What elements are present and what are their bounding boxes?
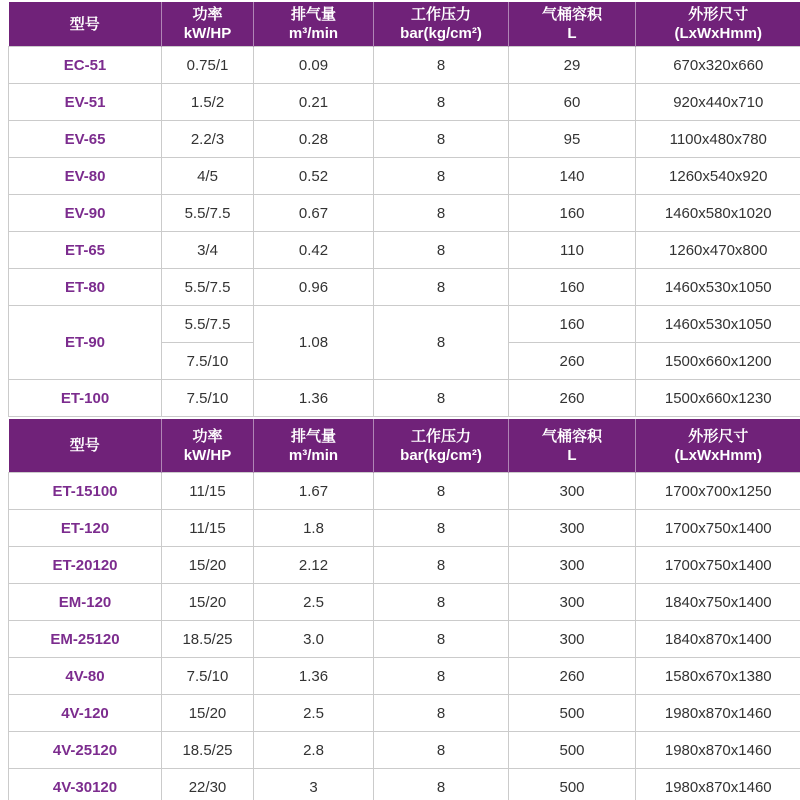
cell-pressure: 8: [374, 695, 509, 732]
cell-displacement: 0.67: [254, 195, 374, 232]
col-header-dimensions: 外形尺寸 (LxWxHmm): [636, 2, 800, 47]
cell-pressure: 8: [374, 121, 509, 158]
cell-power: 15/20: [162, 584, 254, 621]
cell-model: ET-100: [9, 380, 162, 417]
cell-pressure: 8: [374, 510, 509, 547]
cell-tank: 500: [509, 769, 636, 800]
cell-power: 18.5/25: [162, 732, 254, 769]
col-header-dimensions: 外形尺寸 (LxWxHmm): [636, 419, 800, 473]
cell-power: 2.2/3: [162, 121, 254, 158]
cell-model: EM-25120: [9, 621, 162, 658]
cell-displacement: 0.09: [254, 47, 374, 84]
cell-dimensions: 670x320x660: [636, 47, 800, 84]
table-row: [9, 195, 800, 232]
cell-power: 7.5/10: [162, 380, 254, 417]
cell-dimensions: 1460x530x1050: [636, 269, 800, 306]
cell-model: ET-20120: [9, 547, 162, 584]
spec-table-2: [8, 419, 800, 800]
cell-pressure: 8: [374, 769, 509, 800]
cell-dimensions: 1580x670x1380: [636, 658, 800, 695]
table-row: [9, 621, 800, 658]
cell-power: 15/20: [162, 695, 254, 732]
table-row: [9, 584, 800, 621]
cell-pressure: 8: [374, 584, 509, 621]
table-row: [9, 306, 800, 343]
table-row: [9, 547, 800, 584]
col-header-displacement: 排气量 m³/min: [254, 2, 374, 47]
cell-tank: 60: [509, 84, 636, 121]
col-header-displacement: 排气量 m³/min: [254, 419, 374, 473]
cell-model: EC-51: [9, 47, 162, 84]
cell-pressure: 8: [374, 269, 509, 306]
table-row: [9, 380, 800, 417]
cell-pressure: 8: [374, 84, 509, 121]
cell-power: 11/15: [162, 510, 254, 547]
cell-pressure: 8: [374, 473, 509, 510]
cell-power: 18.5/25: [162, 621, 254, 658]
cell-model: EV-90: [9, 195, 162, 232]
cell-tank: 300: [509, 621, 636, 658]
cell-model: EV-51: [9, 84, 162, 121]
cell-dimensions: 1460x580x1020: [636, 195, 800, 232]
spec-table-1: [8, 2, 800, 417]
table-row: [9, 232, 800, 269]
cell-model: 4V-120: [9, 695, 162, 732]
cell-tank: 160: [509, 306, 636, 343]
cell-tank: 260: [509, 658, 636, 695]
cell-power: 15/20: [162, 547, 254, 584]
table-row: [9, 84, 800, 121]
cell-displacement: 2.5: [254, 584, 374, 621]
cell-tank: 160: [509, 269, 636, 306]
col-header-model: 型号: [9, 2, 162, 47]
spec-table-1-header: [9, 2, 800, 47]
cell-tank: 500: [509, 695, 636, 732]
cell-displacement: 1.36: [254, 380, 374, 417]
cell-tank: 300: [509, 473, 636, 510]
cell-tank: 29: [509, 47, 636, 84]
table-row: [9, 658, 800, 695]
col-header-pressure: 工作压力 bar(kg/cm²): [374, 2, 509, 47]
cell-dimensions: 1700x750x1400: [636, 510, 800, 547]
cell-power: 5.5/7.5: [162, 269, 254, 306]
cell-dimensions: 1500x660x1230: [636, 380, 800, 417]
cell-displacement: 0.42: [254, 232, 374, 269]
cell-tank: 300: [509, 547, 636, 584]
cell-model: EV-80: [9, 158, 162, 195]
cell-dimensions: 1700x700x1250: [636, 473, 800, 510]
table-row: [9, 732, 800, 769]
cell-dimensions: 1260x470x800: [636, 232, 800, 269]
spec-table-2-body: [9, 473, 800, 800]
cell-power: 3/4: [162, 232, 254, 269]
cell-tank: 500: [509, 732, 636, 769]
cell-pressure: 8: [374, 621, 509, 658]
cell-dimensions: 1700x750x1400: [636, 547, 800, 584]
cell-power: 7.5/10: [162, 343, 254, 380]
cell-displacement: 1.67: [254, 473, 374, 510]
cell-model: ET-80: [9, 269, 162, 306]
cell-model: EV-65: [9, 121, 162, 158]
table-row: [9, 47, 800, 84]
table-row: [9, 473, 800, 510]
cell-pressure: 8: [374, 547, 509, 584]
cell-displacement: 2.8: [254, 732, 374, 769]
cell-tank: 300: [509, 584, 636, 621]
col-header-tank: 气桶容积 L: [509, 419, 636, 473]
cell-tank: 300: [509, 510, 636, 547]
table-row: [9, 121, 800, 158]
cell-power: 5.5/7.5: [162, 306, 254, 343]
cell-tank: 260: [509, 380, 636, 417]
cell-model: ET-90: [9, 306, 162, 380]
cell-power: 5.5/7.5: [162, 195, 254, 232]
cell-dimensions: 1460x530x1050: [636, 306, 800, 343]
table-row: [9, 510, 800, 547]
cell-pressure: 8: [374, 658, 509, 695]
cell-power: 0.75/1: [162, 47, 254, 84]
cell-dimensions: 1840x870x1400: [636, 621, 800, 658]
cell-dimensions: 1980x870x1460: [636, 695, 800, 732]
cell-displacement: 2.5: [254, 695, 374, 732]
table-row: [9, 769, 800, 800]
cell-power: 4/5: [162, 158, 254, 195]
col-header-tank: 气桶容积 L: [509, 2, 636, 47]
cell-displacement: 2.12: [254, 547, 374, 584]
cell-model: EM-120: [9, 584, 162, 621]
cell-dimensions: 1500x660x1200: [636, 343, 800, 380]
table-row: [9, 158, 800, 195]
cell-displacement: 0.21: [254, 84, 374, 121]
cell-dimensions: 1840x750x1400: [636, 584, 800, 621]
spec-table-2-header: [9, 419, 800, 473]
spec-table-1-body: [9, 47, 800, 417]
cell-tank: 160: [509, 195, 636, 232]
cell-pressure: 8: [374, 306, 509, 380]
cell-tank: 140: [509, 158, 636, 195]
cell-pressure: 8: [374, 47, 509, 84]
cell-dimensions: 1260x540x920: [636, 158, 800, 195]
cell-power: 7.5/10: [162, 658, 254, 695]
cell-displacement: 1.08: [254, 306, 374, 380]
cell-model: 4V-30120: [9, 769, 162, 800]
col-header-power: 功率 kW/HP: [162, 419, 254, 473]
cell-displacement: 0.28: [254, 121, 374, 158]
cell-tank: 110: [509, 232, 636, 269]
col-header-power: 功率 kW/HP: [162, 2, 254, 47]
cell-pressure: 8: [374, 195, 509, 232]
cell-pressure: 8: [374, 380, 509, 417]
cell-displacement: 1.8: [254, 510, 374, 547]
col-header-pressure: 工作压力 bar(kg/cm²): [374, 419, 509, 473]
cell-power: 22/30: [162, 769, 254, 800]
cell-tank: 95: [509, 121, 636, 158]
cell-pressure: 8: [374, 732, 509, 769]
table-row: [9, 695, 800, 732]
cell-pressure: 8: [374, 232, 509, 269]
cell-displacement: 0.96: [254, 269, 374, 306]
cell-displacement: 0.52: [254, 158, 374, 195]
cell-model: ET-65: [9, 232, 162, 269]
col-header-model: 型号: [9, 419, 162, 473]
cell-displacement: 1.36: [254, 658, 374, 695]
cell-power: 1.5/2: [162, 84, 254, 121]
cell-dimensions: 1980x870x1460: [636, 732, 800, 769]
cell-model: ET-15100: [9, 473, 162, 510]
cell-model: 4V-80: [9, 658, 162, 695]
cell-model: 4V-25120: [9, 732, 162, 769]
table-row: [9, 269, 800, 306]
cell-power: 11/15: [162, 473, 254, 510]
cell-tank: 260: [509, 343, 636, 380]
cell-displacement: 3: [254, 769, 374, 800]
cell-pressure: 8: [374, 158, 509, 195]
cell-dimensions: 1980x870x1460: [636, 769, 800, 800]
cell-dimensions: 920x440x710: [636, 84, 800, 121]
cell-dimensions: 1100x480x780: [636, 121, 800, 158]
cell-model: ET-120: [9, 510, 162, 547]
cell-displacement: 3.0: [254, 621, 374, 658]
